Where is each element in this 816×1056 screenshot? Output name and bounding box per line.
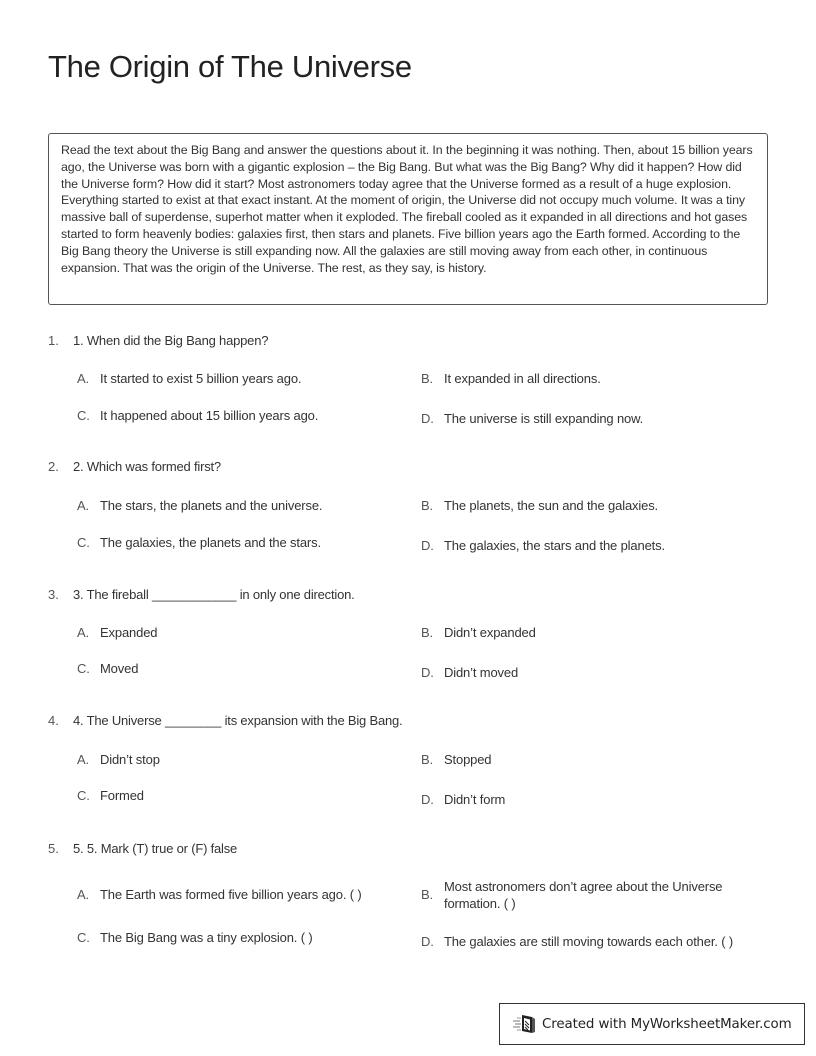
option-letter: C. xyxy=(77,661,90,676)
created-with-badge[interactable] xyxy=(499,1003,805,1045)
question-number: 5. xyxy=(48,841,59,856)
option-letter: A. xyxy=(77,625,89,640)
option-text: Didn’t moved xyxy=(444,665,519,680)
option-letter: D. xyxy=(421,538,434,553)
question-text: 3. The fireball ____________ in only one direction. xyxy=(73,587,355,602)
option-text: The Big Bang was a tiny explosion. ( ) xyxy=(100,930,313,945)
option-letter: A. xyxy=(77,498,89,513)
option-text: The planets, the sun and the galaxies. xyxy=(444,498,659,513)
question-3 xyxy=(48,587,778,680)
option-text: Most astronomers don’t agree about the Universe formation. ( ) xyxy=(444,879,723,911)
option-letter: A. xyxy=(77,752,89,767)
option-letter: C. xyxy=(77,930,90,945)
option-letter: B. xyxy=(421,498,433,513)
option-letter: C. xyxy=(77,535,90,550)
badge-text: Created with MyWorksheetMaker.com xyxy=(542,1016,792,1032)
option-letter: B. xyxy=(421,752,433,767)
question-2 xyxy=(48,459,778,553)
option-letter: D. xyxy=(421,411,434,426)
question-5 xyxy=(48,841,778,949)
option-letter: B. xyxy=(421,625,433,640)
option-text: The universe is still expanding now. xyxy=(444,411,644,426)
question-number: 4. xyxy=(48,713,59,728)
reading-passage: Read the text about the Big Bang and answer the questions about it. In the beginning it was nothing. Then, about 15 billion years ago, the Universe was born with a gigantic explosion – the Big Bang. But what was the Big Bang? Why did it happen? How did the Universe form? How did it start? Most astronomers today agree that the Universe formed as a result of a huge explosion. Everything started to exist at that exact instant. At the moment of origin, the Universe did not occupy much volume. It was a tiny massive ball of superdense, superhot matter when it exploded. The fireball cooled as it expanded in all directions and hot gases started to form heavenly bodies: galaxies first, then stars and planets. Five billion years ago the Earth formed. According to the Big Bang theory the Universe is still expanding now. All the galaxies are still moving away from each other, in continuous expansion. That was the origin of the Universe. The rest, as they say, is history. xyxy=(48,133,768,305)
option-letter: C. xyxy=(77,408,90,423)
option-letter: A. xyxy=(77,371,89,386)
question-text: 4. The Universe ________ its expansion with the Big Bang. xyxy=(73,713,403,728)
option-text: Didn’t expanded xyxy=(444,625,536,640)
question-text: 1. When did the Big Bang happen? xyxy=(73,333,269,348)
option-text: The galaxies are still moving towards each other. ( ) xyxy=(444,934,734,949)
worksheet-maker-logo-icon xyxy=(512,1013,538,1035)
question-number: 1. xyxy=(48,333,59,348)
option-letter: A. xyxy=(77,887,89,902)
option-letter: C. xyxy=(77,788,90,803)
worksheet-title: The Origin of The Universe xyxy=(48,49,412,84)
option-text: It started to exist 5 billion years ago. xyxy=(100,371,302,386)
option-text: Didn’t stop xyxy=(100,752,160,767)
question-text: 5. 5. Mark (T) true or (F) false xyxy=(73,841,238,856)
option-text: Expanded xyxy=(100,625,158,640)
option-text: Didn’t form xyxy=(444,792,506,807)
option-letter: B. xyxy=(421,887,433,902)
option-text: Moved xyxy=(100,661,139,676)
option-text: It expanded in all directions. xyxy=(444,371,601,386)
question-text: 2. Which was formed first? xyxy=(73,459,221,474)
option-letter: D. xyxy=(421,792,434,807)
option-text: The galaxies, the planets and the stars. xyxy=(100,535,321,550)
option-letter: D. xyxy=(421,934,434,949)
question-number: 2. xyxy=(48,459,59,474)
question-1 xyxy=(48,333,778,426)
question-4 xyxy=(48,713,778,807)
option-text: The Earth was formed five billion years ago. ( ) xyxy=(100,887,362,902)
option-text: It happened about 15 billion years ago. xyxy=(100,408,319,423)
option-letter: B. xyxy=(421,371,433,386)
option-letter: D. xyxy=(421,665,434,680)
question-number: 3. xyxy=(48,587,59,602)
option-text: The galaxies, the stars and the planets. xyxy=(444,538,665,553)
option-text: The stars, the planets and the universe. xyxy=(100,498,323,513)
option-text: Formed xyxy=(100,788,144,803)
option-text: Stopped xyxy=(444,752,492,767)
